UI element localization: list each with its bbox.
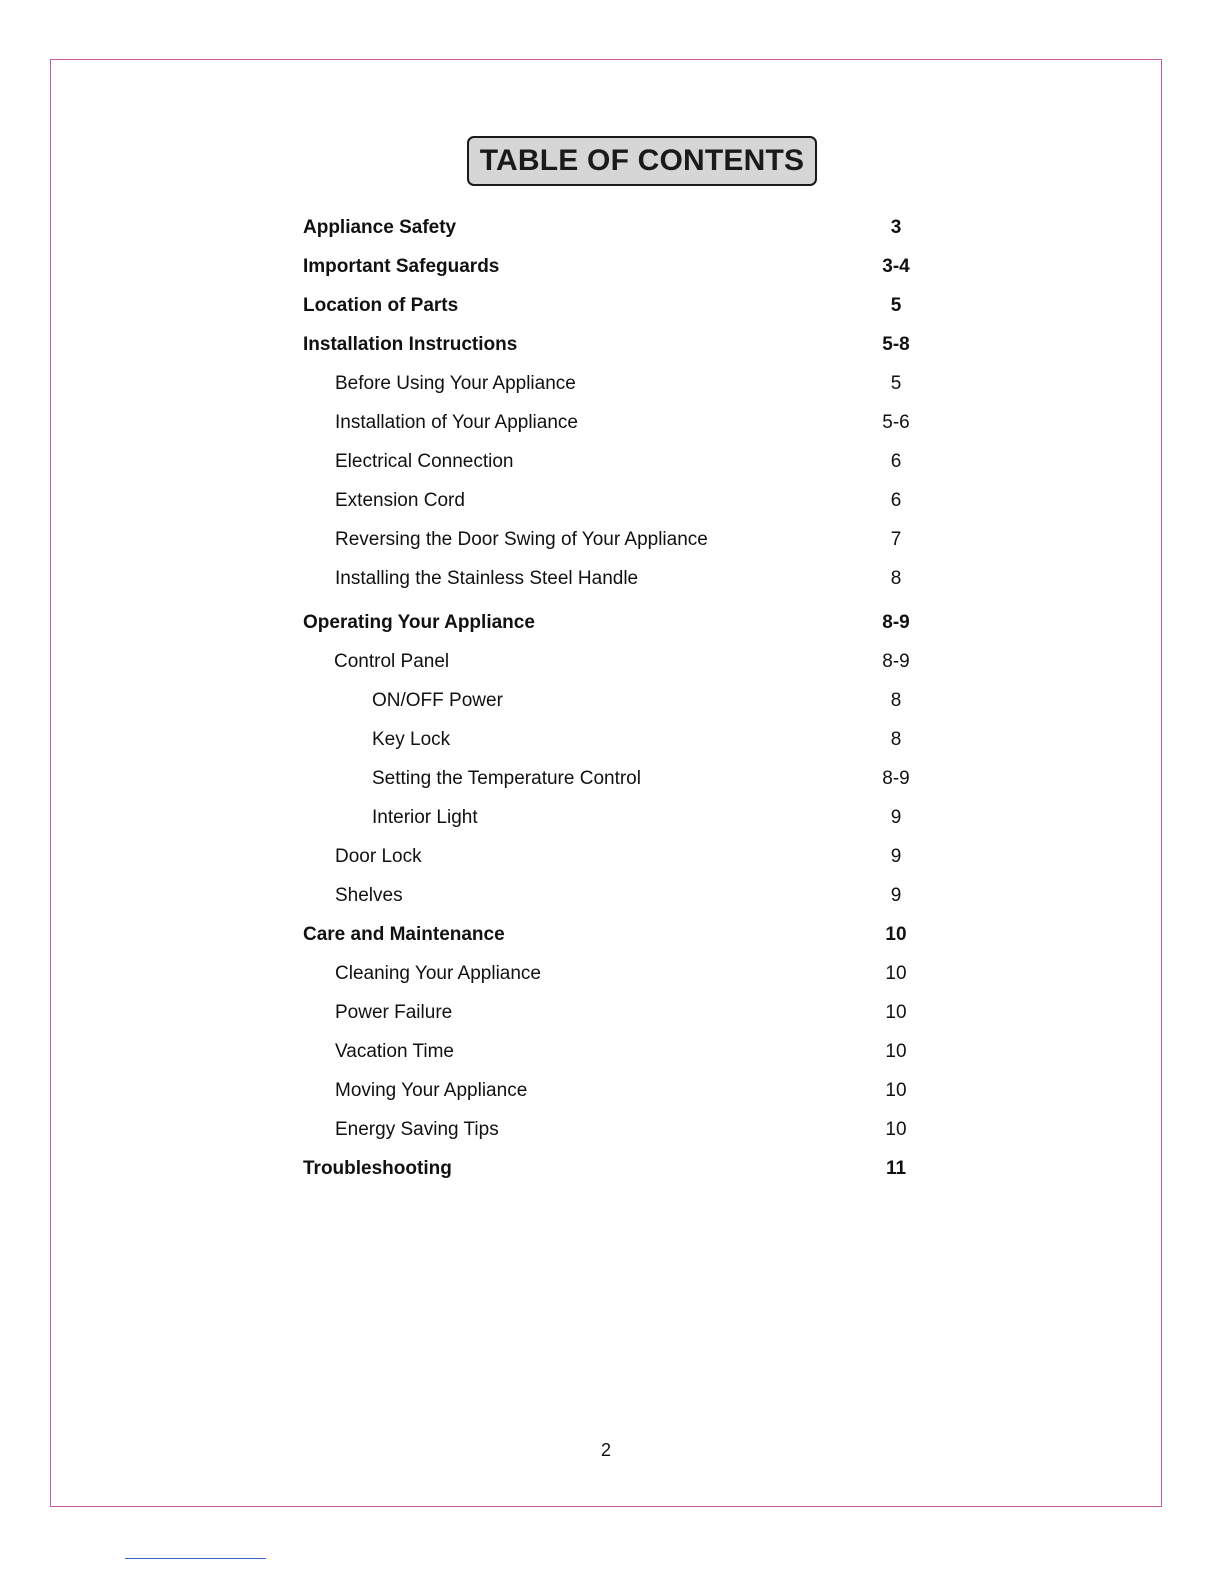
toc-entry-page: 9	[890, 885, 902, 906]
toc-entry-location-of-parts[interactable]	[0, 293, 1224, 319]
toc-entry-page: 9	[890, 846, 902, 867]
toc-entry-page: 6	[890, 490, 902, 511]
toc-entry-label: Installation Instructions	[303, 334, 518, 355]
toc-entry-label: Location of Parts	[303, 295, 459, 316]
toc-entry-label: Operating Your Appliance	[303, 612, 535, 633]
toc-entry-page: 5	[890, 373, 902, 394]
toc-title: TABLE OF CONTENTS	[467, 136, 817, 186]
toc-entry-label: Setting the Temperature Control	[372, 768, 641, 789]
toc-entry-page: 8-9	[882, 612, 910, 633]
toc-entry-label: Installing the Stainless Steel Handle	[335, 568, 639, 589]
toc-entry-before-using[interactable]	[0, 371, 1224, 397]
page-number: 2	[600, 1440, 611, 1460]
toc-entry-label: Control Panel	[334, 651, 450, 672]
toc-entry-page: 10	[885, 1041, 907, 1062]
footer-rule	[125, 1558, 266, 1559]
toc-entry-page: 10	[885, 1002, 907, 1023]
toc-entry-page: 7	[890, 529, 902, 550]
toc-entry-page: 10	[885, 1119, 907, 1140]
toc-entry-on-off-power[interactable]	[0, 688, 1224, 714]
toc-entry-page: 5-8	[882, 334, 910, 355]
toc-entry-label: Vacation Time	[335, 1041, 454, 1062]
toc-entry-page: 5-6	[882, 412, 910, 433]
toc-entry-label: Installation of Your Appliance	[335, 412, 578, 433]
toc-entry-label: Key Lock	[372, 729, 451, 750]
toc-entry-page: 6	[890, 451, 902, 472]
toc-entry-label: Cleaning Your Appliance	[335, 963, 542, 984]
toc-entry-page: 10	[885, 963, 907, 984]
toc-entry-page: 8-9	[882, 651, 910, 672]
toc-entry-page: 8-9	[882, 768, 910, 789]
toc-entry-electrical-connection[interactable]	[0, 449, 1224, 475]
toc-entry-page: 8	[890, 568, 902, 589]
toc-entry-label: Moving Your Appliance	[335, 1080, 528, 1101]
toc-entry-page: 5	[890, 295, 902, 316]
toc-entry-label: Troubleshooting	[303, 1158, 452, 1179]
toc-entry-operating-appliance[interactable]	[0, 610, 1224, 636]
toc-entry-control-panel[interactable]	[0, 649, 1224, 675]
toc-entry-label: Before Using Your Appliance	[335, 373, 576, 394]
toc-entry-reversing-door-swing[interactable]	[0, 527, 1224, 553]
toc-entry-label: Shelves	[335, 885, 403, 906]
toc-entry-label: Extension Cord	[335, 490, 465, 511]
toc-entry-label: Door Lock	[335, 846, 422, 867]
toc-entry-appliance-safety[interactable]	[0, 215, 1224, 241]
toc-entry-interior-light[interactable]	[0, 805, 1224, 831]
toc-entry-energy-saving[interactable]	[0, 1117, 1224, 1143]
toc-entry-page: 8	[890, 690, 902, 711]
toc-entry-moving-appliance[interactable]	[0, 1078, 1224, 1104]
toc-entry-page: 3	[890, 217, 902, 238]
toc-entry-label: Reversing the Door Swing of Your Appliance	[335, 529, 708, 550]
toc-entry-page: 11	[885, 1158, 907, 1179]
toc-entry-power-failure[interactable]	[0, 1000, 1224, 1026]
toc-entry-page: 3-4	[882, 256, 910, 277]
toc-entry-label: Care and Maintenance	[303, 924, 505, 945]
toc-entry-installation-instructions[interactable]	[0, 332, 1224, 358]
toc-entry-installing-handle[interactable]	[0, 566, 1224, 592]
toc-entry-cleaning[interactable]	[0, 961, 1224, 987]
toc-entry-label: Electrical Connection	[335, 451, 514, 472]
toc-entry-label: Energy Saving Tips	[335, 1119, 499, 1140]
toc-entry-vacation-time[interactable]	[0, 1039, 1224, 1065]
toc-entry-important-safeguards[interactable]	[0, 254, 1224, 280]
toc-entry-door-lock[interactable]	[0, 844, 1224, 870]
toc-entry-page: 10	[885, 924, 907, 945]
toc-entry-temperature-control[interactable]	[0, 766, 1224, 792]
toc-entry-label: Important Safeguards	[303, 256, 500, 277]
toc-entry-troubleshooting[interactable]	[0, 1156, 1224, 1182]
toc-entry-label: ON/OFF Power	[372, 690, 503, 711]
toc-entry-label: Appliance Safety	[303, 217, 457, 238]
toc-entry-page: 9	[890, 807, 902, 828]
toc-entry-key-lock[interactable]	[0, 727, 1224, 753]
toc-entry-extension-cord[interactable]	[0, 488, 1224, 514]
toc-entry-page: 10	[885, 1080, 907, 1101]
toc-entry-label: Power Failure	[335, 1002, 453, 1023]
toc-entry-label: Interior Light	[372, 807, 478, 828]
toc-entry-care-maintenance[interactable]	[0, 922, 1224, 948]
toc-entry-installation-of-appliance[interactable]	[0, 410, 1224, 436]
toc-entry-page: 8	[890, 729, 902, 750]
toc-entry-shelves[interactable]	[0, 883, 1224, 909]
